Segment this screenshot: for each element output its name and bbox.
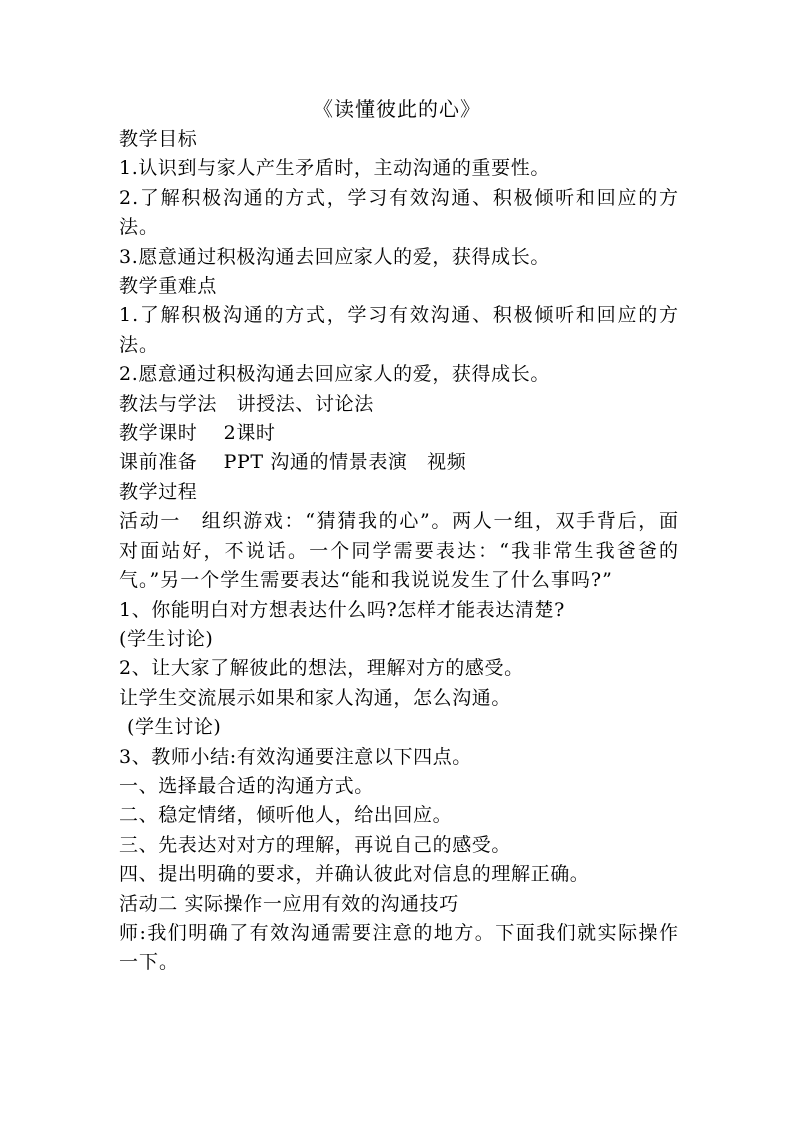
section-heading-key-points: 教学重难点	[119, 275, 218, 298]
summary-point-4: 四、提出明确的要求，并确认彼此对信息的理解正确。	[119, 863, 590, 886]
teaching-methods-line: 教法与学法 讲授法、讨论法	[119, 392, 374, 415]
document-body	[119, 125, 679, 978]
objective-item-1: 1.认识到与家人产生矛盾时，主动沟通的重要性。	[119, 157, 550, 180]
preparation-line: 课前准备 PPT 沟通的情景表演 视频	[119, 451, 467, 474]
summary-point-1: 一、选择最合适的沟通方式。	[119, 774, 374, 797]
class-hours-line: 教学课时 2课时	[119, 422, 276, 445]
activity-one-paragraph: 活动一 组织游戏：“猜猜我的心”。两人一组，双手背后，面对面站好，不说话。一个同学需要表达：“我非常生我爸爸的气。”另一个学生需要表达“能和我说说发生了什么事吗?”	[119, 510, 679, 592]
document-title: 《读懂彼此的心》	[313, 97, 481, 121]
section-heading-objectives: 教学目标	[119, 128, 198, 150]
key-point-item-2: 2.愿意通过积极沟通去回应家人的爱，获得成长。	[119, 363, 550, 386]
question-2: 2、让大家了解彼此的想法，理解对方的感受。	[119, 657, 524, 680]
activity-two-heading: 活动二 实际操作一应用有效的沟通技巧	[119, 892, 459, 915]
summary-point-2: 二、稳定情绪，倾听他人，给出回应。	[119, 804, 453, 827]
objective-item-3: 3.愿意通过积极沟通去回应家人的爱，获得成长。	[119, 245, 550, 268]
objective-item-2: 2.了解积极沟通的方式，学习有效沟通、积极倾听和回应的方法。	[119, 186, 679, 239]
section-heading-process: 教学过程	[119, 480, 198, 503]
summary-point-3: 三、先表达对对方的理解，再说自己的感受。	[119, 833, 512, 856]
teacher-summary: 3、教师小结:有效沟通要注意以下四点。	[119, 745, 472, 768]
question-1: 1、你能明白对方想表达什么吗?怎样才能表达清楚?	[119, 598, 565, 621]
teacher-instruction: 师:我们明确了有效沟通需要注意的地方。下面我们就实际操作一下。	[119, 921, 679, 974]
exchange-instruction: 让学生交流展示如果和家人沟通，怎么沟通。	[119, 686, 512, 709]
key-point-item-1: 1.了解积极沟通的方式，学习有效沟通、积极倾听和回应的方法。	[119, 304, 679, 356]
student-discussion-note: (学生讨论)	[127, 716, 222, 739]
student-discussion-note: (学生讨论)	[119, 627, 214, 650]
